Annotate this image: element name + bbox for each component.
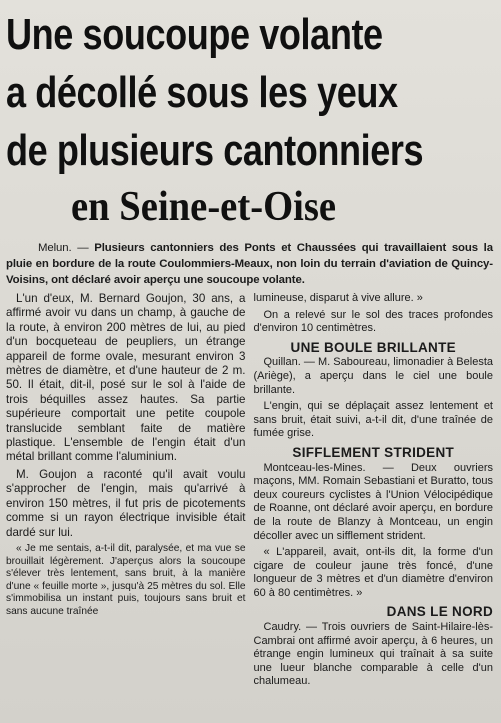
left-paragraph-1: L'un d'eux, M. Bernard Goujon, 30 ans, a affirmé avoir vu dans un champ, à gauche de la route, à environ 200 mètres de lui, au pied d'un bocqueteau de peupliers, un étrange appareil de forme ovale, mesurant environ 3 mètres de diamètre, et d'une hauteur de 2 m. 50. Il était, dit-il, posé sur le sol à l'aide de trois béquilles assez hautes. Sa partie supérieure comportait une petite coupole translucide semblant faite de matière plastique. L'ensemble de l'engin était d'un métal brillant comme l'aluminium. <box>6 292 246 464</box>
subheading-boule-brillante: UNE BOULE BRILLANTE <box>290 339 456 355</box>
headline-line-1: Une soucoupe volante <box>6 10 383 59</box>
left-paragraph-2: M. Goujon a raconté qu'il avait voulu s'approcher de l'engin, mais qu'arrivé à environ 150 mètres, il fut pris de picotements comme si un rayon électrique invisible était dardé sur lui. <box>6 467 246 539</box>
headline-line-4: en Seine-et-Oise <box>71 184 337 230</box>
headline-line-3: de plusieurs cantonniers <box>6 126 424 175</box>
right-paragraph-5: « L'appareil, avait, ont-ils dit, la forme d'un cigare de couleur jaune très foncé, d'une longueur de 3 mètres et d'un diamètre d'environ 60 à 80 centimètres. » <box>253 546 493 599</box>
right-column <box>254 292 494 692</box>
right-paragraph-2: Quillan. — M. Saboureau, limonadier à Belesta (Ariège), a aperçu dans le ciel une boule brillante. <box>253 356 493 396</box>
right-paragraph-0: lumineuse, disparut à vive allure. » <box>253 292 423 304</box>
right-paragraph-3: L'engin, qui se déplaçait assez lentement et sans bruit, était suivi, a-t-il dit, d'une traînée de fumée grise. <box>253 400 493 440</box>
left-paragraph-3: « Je me sentais, a-t-il dit, paralysée, et ma vue se brouillait légèrement. J'aperçus alors la soucoupe s'élever très lentement, sans bruit, à la manière d'une « feuille morte », jusqu'à 25 mètres du sol. Elle s'immobilisa un instant puis, toujours sans bruit et sans aucune traînée <box>6 542 246 617</box>
left-column <box>6 292 246 692</box>
subheading-dans-le-nord: DANS LE NORD <box>386 604 493 620</box>
right-paragraph-6: Caudry. — Trois ouvriers de Saint-Hilaire-lès-Cambrai ont affirmé avoir aperçu, à 6 heures, un étrange engin lumineux qui traînait à sa suite une lueur blanche comparable à celle d'un chalumeau. <box>253 621 493 688</box>
subheading-sifflement-strident: SIFFLEMENT STRIDENT <box>292 444 455 460</box>
lead-text: Plusieurs cantonniers des Ponts et Chaussées qui travaillaient sous la pluie en bordure de la route Coulommiers-Meaux, non loin du terrain d'aviation de Quincy-Voisins, ont déclaré avoir aperçu une soucoupe volante. <box>6 242 493 286</box>
headline-line-2: a décollé sous les yeux <box>6 68 398 117</box>
lead-paragraph <box>6 240 493 288</box>
lead-location: Melun. — <box>38 242 89 254</box>
article-columns <box>6 292 493 692</box>
right-paragraph-4: Montceau-les-Mines. — Deux ouvriers maçons, MM. Romain Sebastiani et Buratto, tous deux coureurs cyclistes à l'Union Vélocipédique de Roanne, ont déclaré avoir aperçu, en bordure de la route de Blanzy à Montceau, un engin décoller avec un sifflement strident. <box>253 461 493 542</box>
right-paragraph-1: On a relevé sur le sol des traces profondes d'environ 10 centimètres. <box>253 308 493 335</box>
